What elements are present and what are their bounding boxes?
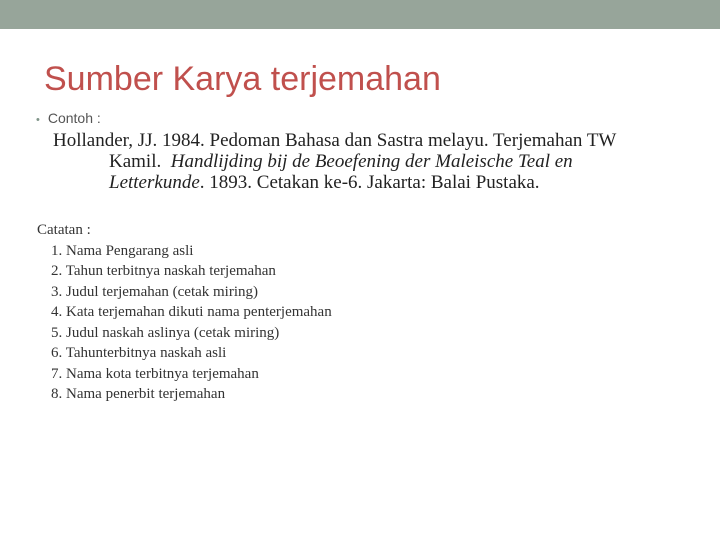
notes-item: 1. Nama Pengarang asli [51,242,194,259]
notes-block [37,220,332,405]
notes-item: 3. Judul terjemahan (cetak miring) [51,283,259,300]
bullet-label: Contoh : [47,110,101,126]
notes-item: 4. Kata terjemahan dikuti nama penterjemahan [51,304,332,320]
slide-title: Sumber Karya terjemahan [44,60,441,98]
notes-item: 7. Nama kota terbitnya terjemahan [51,365,259,382]
notes-item: 2. Tahun terbitnya naskah terjemahan [51,263,276,279]
citation-original-title-part1: Handlijding bij de Beoefening der Maleische Teal en [170,151,573,172]
bullet-dot-icon: • [36,114,40,126]
top-accent-bar [0,0,720,29]
notes-list [37,241,332,405]
citation-block [53,130,693,193]
notes-item: 6. Tahunterbitnya naskah asli [51,345,227,361]
bullet-contoh [36,110,101,126]
citation-line-1: Hollander, JJ. 1984. Pedoman Bahasa dan Sastra melayu. Terjemahan TW [53,130,617,151]
notes-item: 5. Judul naskah aslinya (cetak miring) [51,324,280,341]
citation-line-3 [53,172,693,193]
citation-translator: Kamil. [109,151,162,172]
citation-original-title-part2: Letterkunde [109,172,200,193]
citation-line-2 [53,151,693,172]
notes-item: 8. Nama penerbit terjemahan [51,386,226,402]
citation-publication-info: . 1893. Cetakan ke-6. Jakarta: Balai Pustaka. [199,172,540,193]
notes-heading: Catatan : [37,222,91,238]
